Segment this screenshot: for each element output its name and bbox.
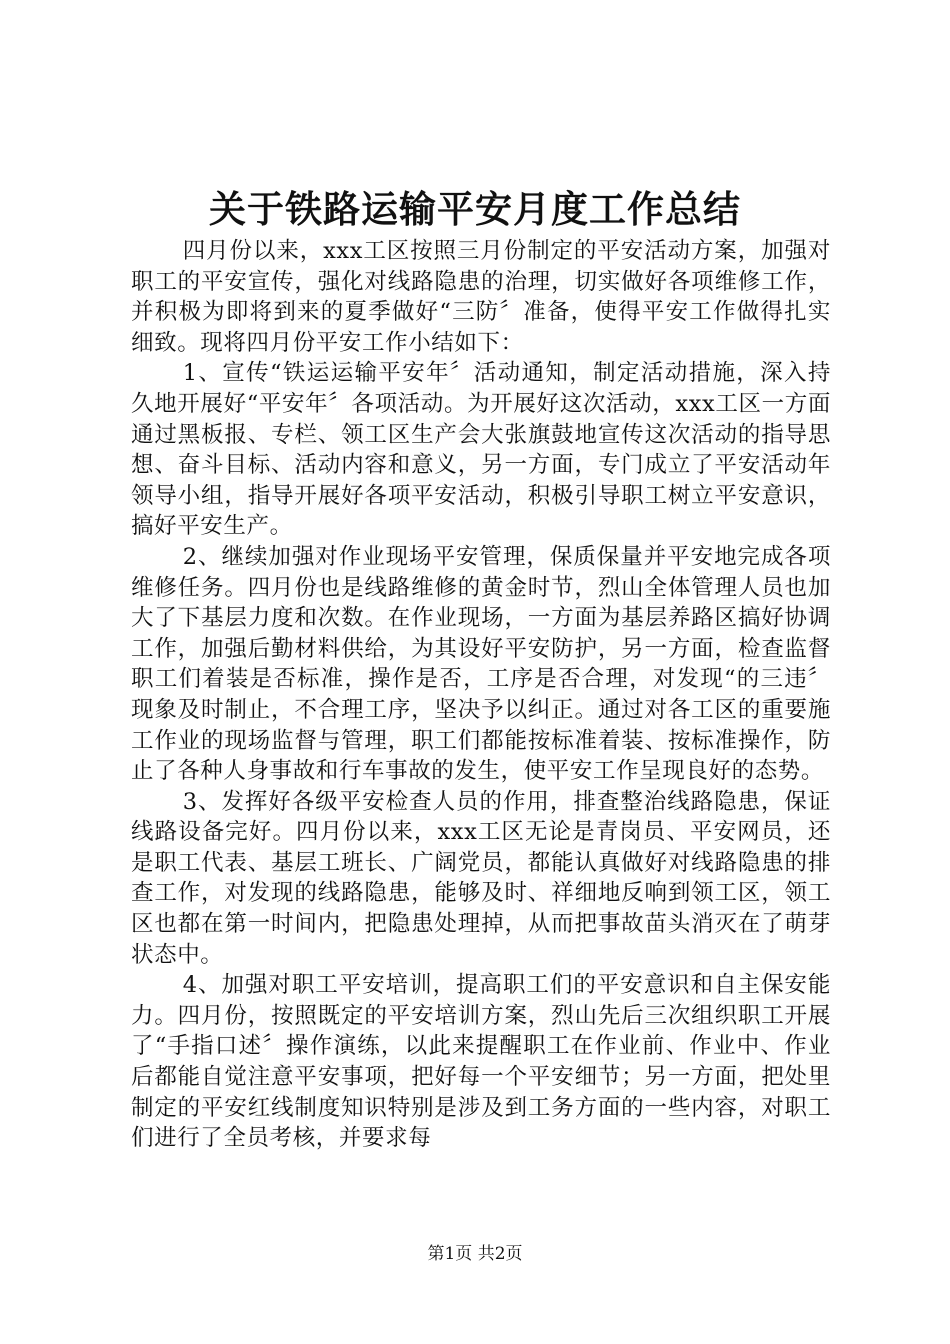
paragraph-item-4: 4、加强对职工平安培训，提高职工们的平安意识和自主保安能力。四月份，按照既定的平安培训方案，烈山先后三次组织职工开展了“手指口述〞操作演练，以此来提醒职工在作业前、作业中、作业后都能自觉注意平安事项，把好每一个平安细节；另一方面，把处里制定的平安红线制度知识特别是涉及到工务方面的一些内容，对职工们进行了全员考核，并要求每 — [131, 972, 831, 1152]
paragraph-item-3: 3、发挥好各级平安检查人员的作用，排查整治线路隐患，保证线路设备完好。四月份以来，xxx工区无论是青岗员、平安网员，还是职工代表、基层工班长、广阔党员，都能认真做好对线路隐患的排查工作，对发现的线路隐患，能够及时、祥细地反响到领工区，领工区也都在第一时间内，把隐患处理掉，从而把事故苗头消灭在了萌芽状态中。 — [131, 788, 831, 968]
document-title: 关于铁路运输平安月度工作总结 — [209, 187, 741, 231]
paragraph-item-1: 1、宣传“铁运运输平安年〞活动通知，制定活动措施，深入持久地开展好“平安年〞各项活动。为开展好这次活动，xxx工区一方面通过黑板报、专栏、领工区生产会大张旗鼓地宣传这次活动的指导思想、奋斗目标、活动内容和意义，另一方面，专门成立了平安活动年领导小组，指导开展好各项平安活动，积极引导职工树立平安意识，搞好平安生产。 — [131, 360, 831, 540]
paragraph-item-2: 2、继续加强对作业现场平安管理，保质保量并平安地完成各项维修任务。四月份也是线路维修的黄金时节，烈山全体管理人员也加大了下基层力度和次数。在作业现场，一方面为基层养路区搞好协调工作，加强后勤材料供给，为其设好平安防护，另一方面，检查监督职工们着装是否标准，操作是否，工序是否合理，对发现“的三违〞现象及时制止，不合理工序，坚决予以纠正。通过对各工区的重要施工作业的现场监督与管理，职工们都能按标准着装、按标准操作，防止了各种人身事故和行车事故的发生，使平安工作呈现良好的态势。 — [131, 543, 831, 785]
document-body — [131, 236, 831, 1154]
page-footer: 第1页 共2页 — [427, 1244, 523, 1264]
paragraph-intro: 四月份以来，xxx工区按照三月份制定的平安活动方案，加强对职工的平安宣传，强化对线路隐患的治理，切实做好各项维修工作，并积极为即将到来的夏季做好“三防〞准备，使得平安工作做得扎实细致。现将四月份平安工作小结如下： — [131, 238, 831, 356]
